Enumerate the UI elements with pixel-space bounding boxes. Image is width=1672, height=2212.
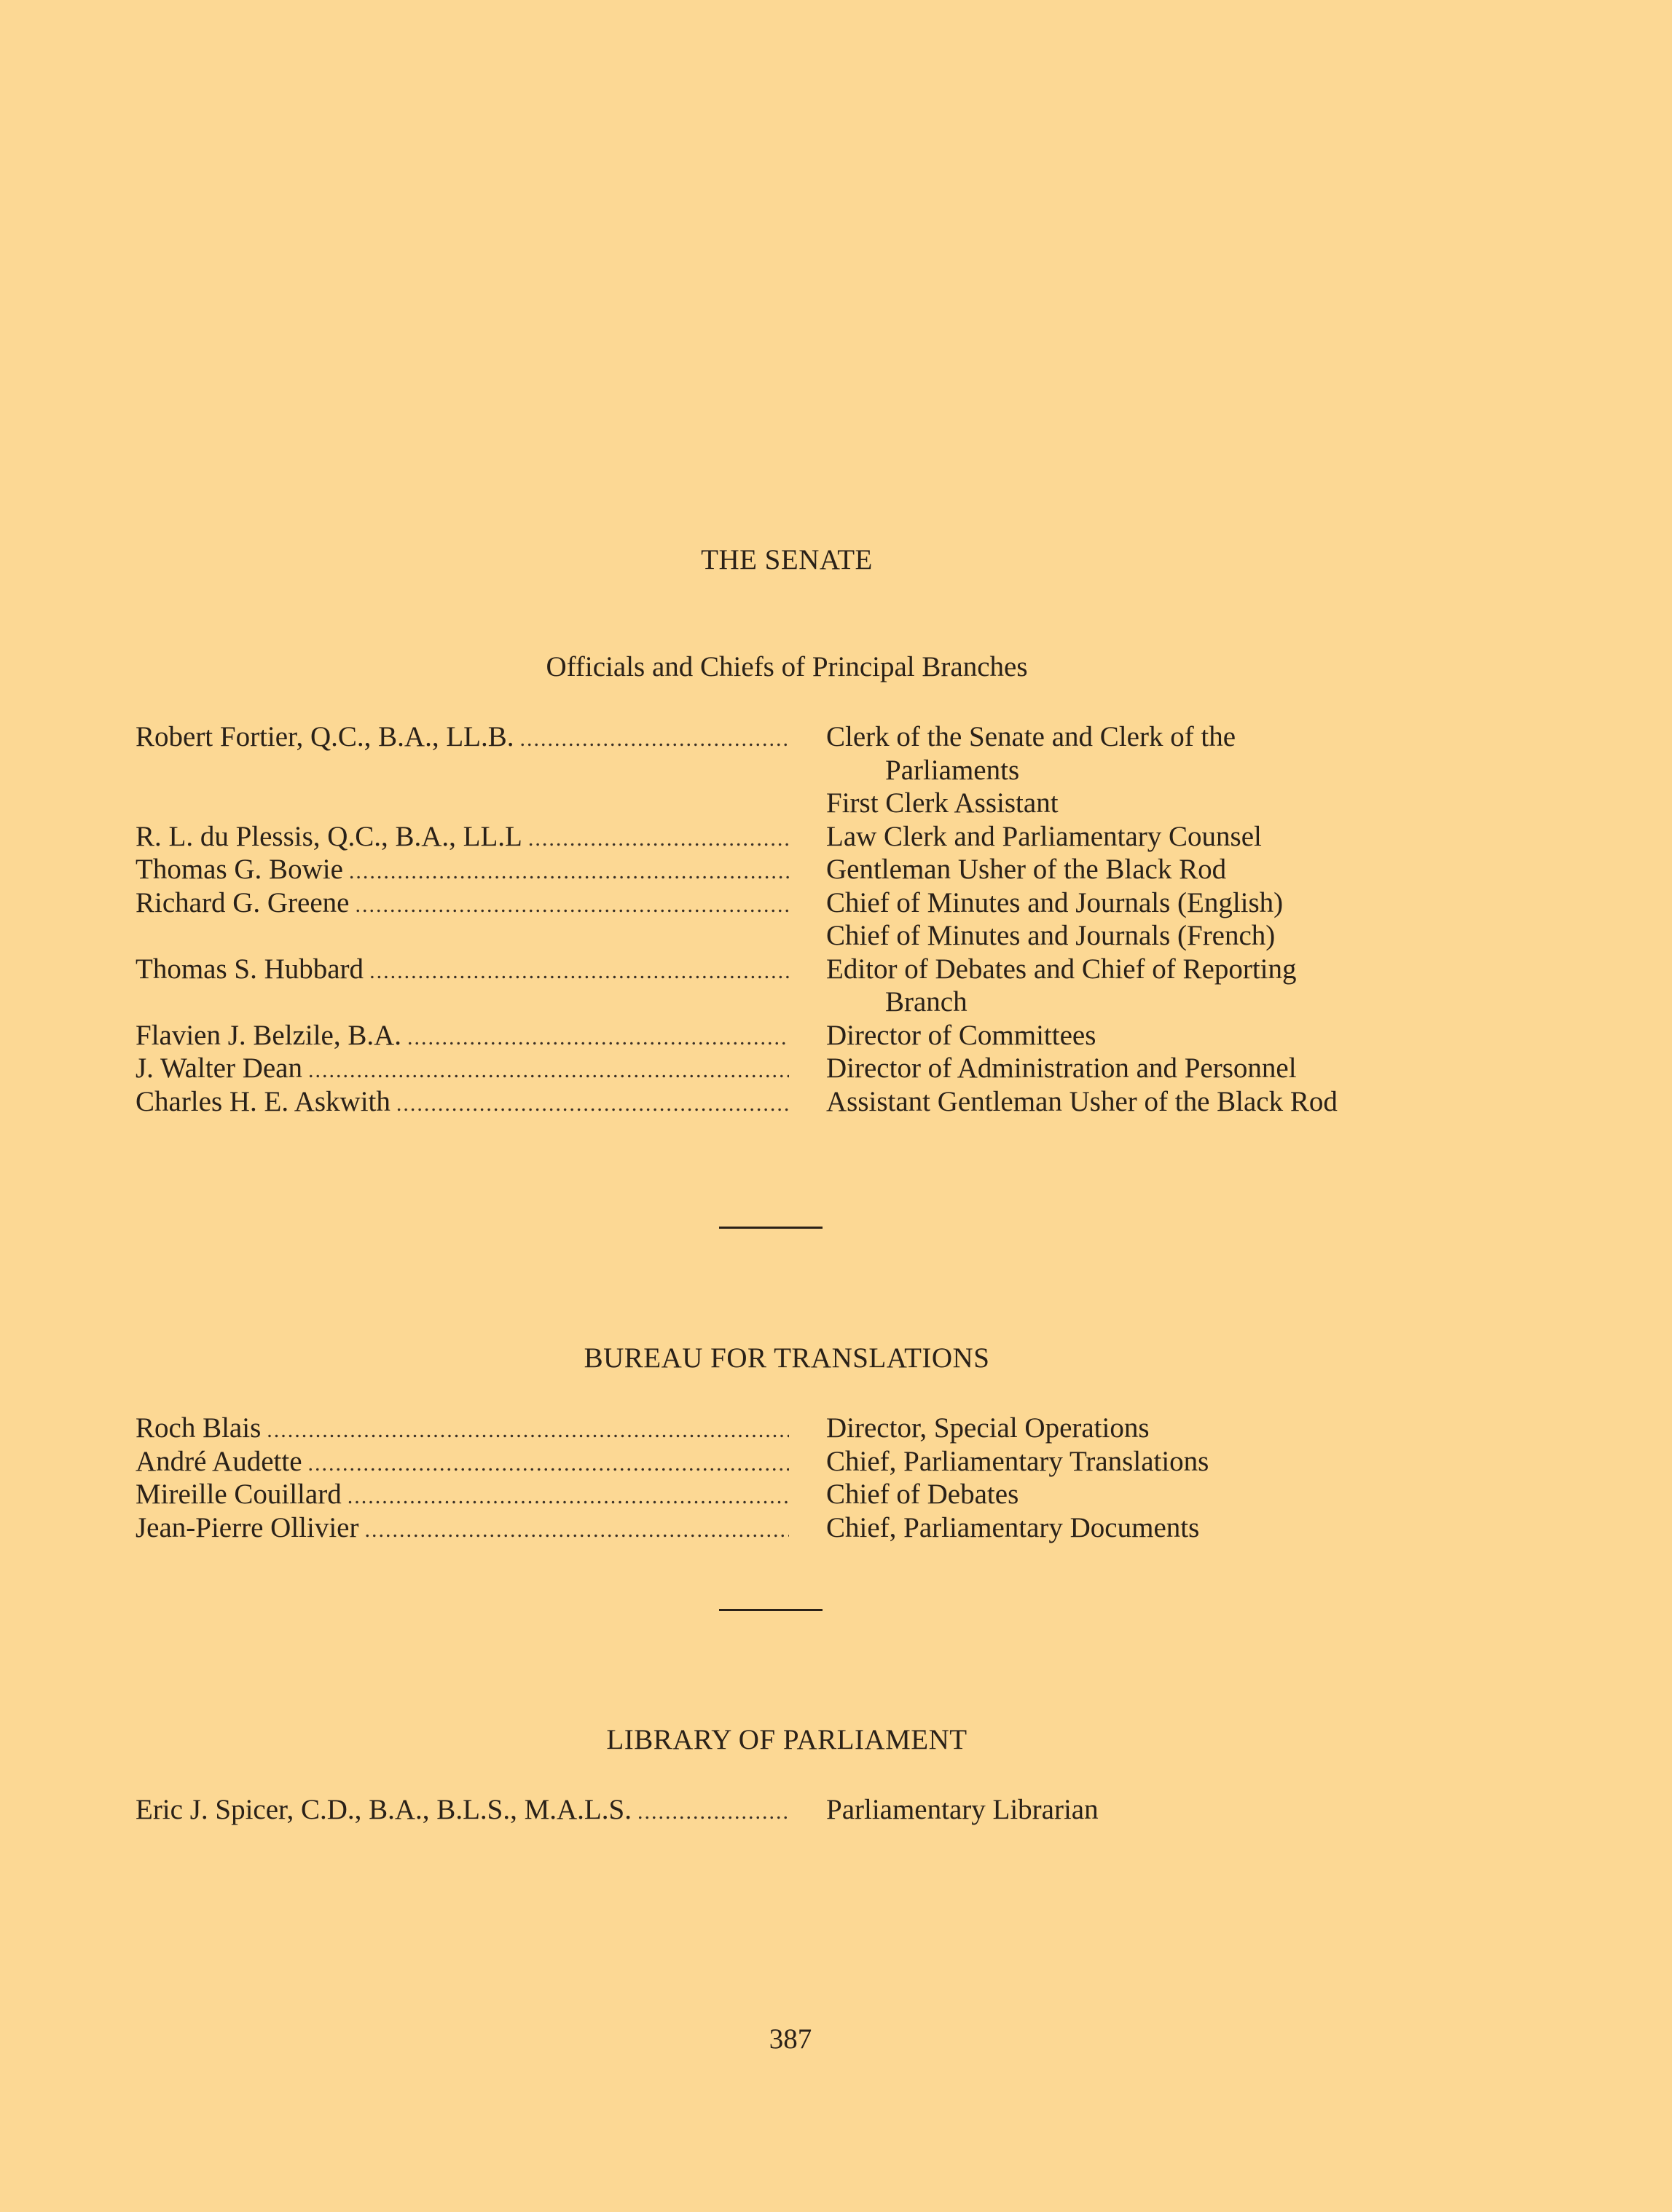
dot-leader <box>348 1480 789 1514</box>
official-name: Eric J. Spicer, C.D., B.A., B.L.S., M.A.L.S. <box>136 1794 632 1825</box>
official-position-continued: Parliaments <box>885 754 1020 786</box>
official-position: Director of Committees <box>826 1019 1096 1051</box>
dot-leader <box>520 723 790 756</box>
list-item <box>0 886 1672 920</box>
official-name: Flavien J. Belzile, B.A. <box>136 1019 402 1051</box>
dot-leader <box>308 1054 789 1087</box>
dot-leader <box>407 1021 789 1055</box>
dot-leader <box>267 1414 789 1447</box>
official-position: Law Clerk and Parliamentary Counsel <box>826 820 1262 852</box>
list-item <box>0 754 1672 787</box>
list-item <box>0 1793 1672 1827</box>
official-position: Chief of Debates <box>826 1479 1019 1510</box>
senate-officials-list <box>0 720 1672 1118</box>
dot-leader <box>637 1795 789 1829</box>
list-item <box>0 1511 1672 1545</box>
official-name: Thomas G. Bowie <box>136 854 343 885</box>
official-name: Thomas S. Hubbard <box>136 953 364 985</box>
translations-heading: BUREAU FOR TRANSLATIONS <box>584 1342 990 1374</box>
official-position: Chief, Parliamentary Translations <box>826 1445 1209 1477</box>
list-item <box>0 1085 1672 1119</box>
dot-leader <box>528 822 789 856</box>
list-item <box>0 1412 1672 1445</box>
official-position: Chief of Minutes and Journals (English) <box>826 886 1284 918</box>
official-position: Parliamentary Librarian <box>826 1794 1099 1825</box>
library-officials-list <box>0 1793 1672 1827</box>
official-position-continued: Branch <box>885 986 968 1018</box>
list-item <box>0 1019 1672 1052</box>
official-position: Chief, Parliamentary Documents <box>826 1511 1200 1543</box>
senate-heading: THE SENATE <box>701 544 873 575</box>
section-divider <box>719 1609 823 1611</box>
dot-leader <box>369 955 789 988</box>
senate-subheading: Officials and Chiefs of Principal Branches <box>546 651 1028 682</box>
dot-leader <box>396 1087 789 1121</box>
dot-leader <box>349 855 789 889</box>
list-item <box>0 720 1672 754</box>
list-item <box>0 787 1672 820</box>
dot-leader <box>364 1514 789 1547</box>
dot-leader <box>355 889 789 922</box>
official-position: Editor of Debates and Chief of Reporting <box>826 953 1297 985</box>
list-item <box>0 953 1672 986</box>
list-item <box>0 985 1672 1019</box>
official-name: Charles H. E. Askwith <box>136 1085 390 1117</box>
official-position: Director, Special Operations <box>826 1412 1150 1444</box>
official-position: First Clerk Assistant <box>826 787 1059 819</box>
list-item <box>0 1478 1672 1511</box>
official-name: Richard G. Greene <box>136 886 350 918</box>
official-name: André Audette <box>136 1445 302 1477</box>
section-divider <box>719 1227 823 1229</box>
official-position: Assistant Gentleman Usher of the Black Rod <box>826 1085 1338 1117</box>
official-name: Mireille Couillard <box>136 1479 342 1510</box>
official-position: Clerk of the Senate and Clerk of the <box>826 721 1236 752</box>
translations-officials-list <box>0 1412 1672 1544</box>
library-heading: LIBRARY OF PARLIAMENT <box>606 1724 968 1755</box>
list-item <box>0 820 1672 854</box>
list-item <box>0 919 1672 953</box>
page-number: 387 <box>769 2023 812 2055</box>
official-position: Director of Administration and Personnel <box>826 1052 1297 1084</box>
list-item <box>0 1445 1672 1479</box>
dot-leader <box>308 1447 789 1481</box>
official-position: Gentleman Usher of the Black Rod <box>826 854 1227 885</box>
official-name: Roch Blais <box>136 1412 262 1444</box>
list-item <box>0 853 1672 886</box>
official-name: Jean-Pierre Ollivier <box>136 1511 359 1543</box>
list-item <box>0 1052 1672 1085</box>
official-name: Robert Fortier, Q.C., B.A., LL.B. <box>136 721 514 752</box>
official-position: Chief of Minutes and Journals (French) <box>826 920 1276 951</box>
official-name: R. L. du Plessis, Q.C., B.A., LL.L <box>136 820 522 852</box>
official-name: J. Walter Dean <box>136 1052 302 1084</box>
